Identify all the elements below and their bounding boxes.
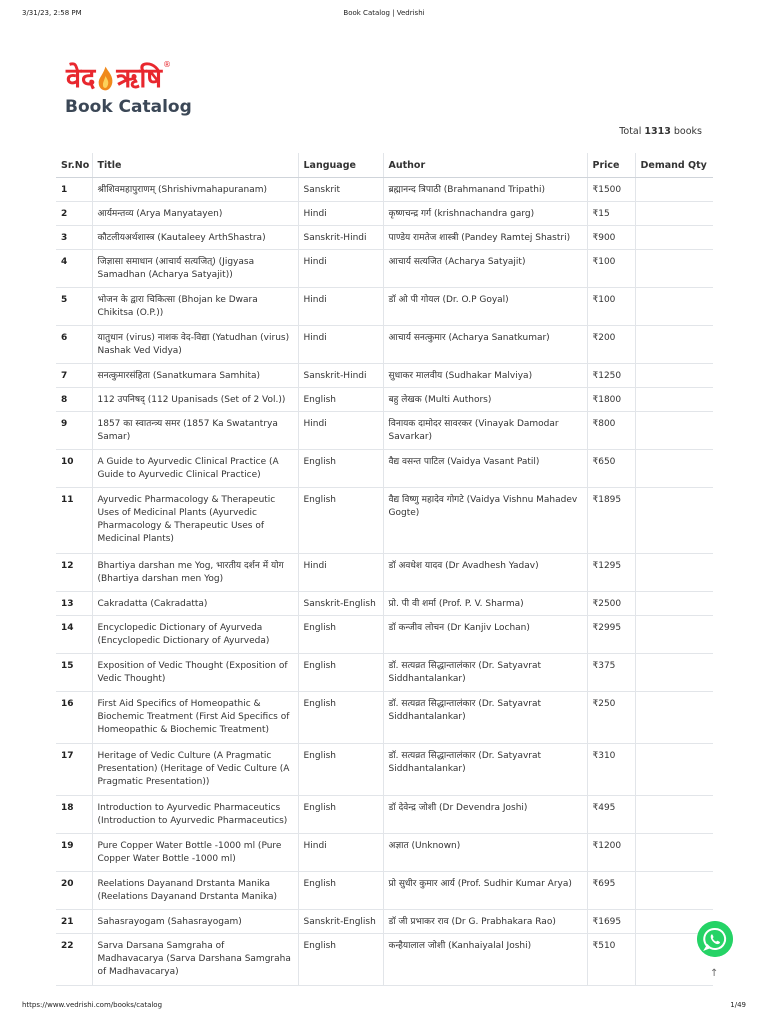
cell-author: बहु लेखक (Multi Authors) (383, 388, 587, 412)
col-header-author: Author (383, 153, 587, 178)
cell-author: आचार्य सत्यजित (Acharya Satyajit) (383, 250, 587, 288)
cell-price: ₹375 (587, 654, 635, 692)
cell-srno: 14 (56, 616, 92, 654)
cell-title: Sarva Darsana Samgraha of Madhavacarya (Sarva Darshana Samgraha of Madhavacarya) (92, 934, 298, 986)
cell-demand-qty[interactable] (635, 616, 713, 654)
cell-demand-qty[interactable] (635, 872, 713, 910)
cell-srno: 5 (56, 288, 92, 326)
cell-price: ₹650 (587, 450, 635, 488)
cell-language: English (298, 934, 383, 986)
cell-price: ₹510 (587, 934, 635, 986)
table-row (56, 202, 713, 226)
total-count: 1313 (644, 126, 671, 137)
cell-srno: 4 (56, 250, 92, 288)
col-header-price: Price (587, 153, 635, 178)
cell-author: डॉ. सत्यव्रत सिद्धान्तालंकार (Dr. Satyavrat Siddhantalankar) (383, 692, 587, 744)
cell-price: ₹100 (587, 250, 635, 288)
cell-srno: 1 (56, 178, 92, 202)
table-row (56, 178, 713, 202)
catalog-table (56, 153, 713, 986)
cell-demand-qty[interactable] (635, 326, 713, 364)
cell-srno: 9 (56, 412, 92, 450)
cell-author: डॉ अवधेश यादव (Dr Avadhesh Yadav) (383, 554, 587, 592)
table-row (56, 412, 713, 450)
cell-title: Heritage of Vedic Culture (A Pragmatic Presentation) (Heritage of Vedic Culture (A Pragmatic Presentation)) (92, 744, 298, 796)
print-url: https://www.vedrishi.com/books/catalog (22, 1001, 163, 1009)
cell-language: English (298, 692, 383, 744)
cell-price: ₹2995 (587, 616, 635, 654)
table-row (56, 872, 713, 910)
col-header-title: Title (92, 153, 298, 178)
cell-demand-qty[interactable] (635, 288, 713, 326)
table-row (56, 654, 713, 692)
table-row (56, 554, 713, 592)
logo-word-ved: वेद (66, 62, 96, 94)
cell-title: Reelations Dayanand Drstanta Manika (Reelations Dayanand Drstanta Manika) (92, 872, 298, 910)
cell-title: A Guide to Ayurvedic Clinical Practice (A Guide to Ayurvedic Clinical Practice) (92, 450, 298, 488)
cell-demand-qty[interactable] (635, 226, 713, 250)
cell-language: Hindi (298, 412, 383, 450)
cell-title: Cakradatta (Cakradatta) (92, 592, 298, 616)
print-page-number: 1/49 (730, 1001, 746, 1009)
cell-price: ₹1695 (587, 910, 635, 934)
cell-demand-qty[interactable] (635, 412, 713, 450)
cell-demand-qty[interactable] (635, 388, 713, 412)
cell-srno: 11 (56, 488, 92, 554)
cell-title: Pure Copper Water Bottle -1000 ml (Pure Copper Water Bottle -1000 ml) (92, 834, 298, 872)
print-footer (22, 1001, 746, 1013)
cell-price: ₹310 (587, 744, 635, 796)
cell-language: Sanskrit (298, 178, 383, 202)
cell-srno: 17 (56, 744, 92, 796)
cell-language: English (298, 488, 383, 554)
cell-language: Hindi (298, 202, 383, 226)
cell-title: यातुधान (virus) नाशक वेद-विद्या (Yatudhan (virus) Nashak Ved Vidya) (92, 326, 298, 364)
whatsapp-icon[interactable] (697, 921, 733, 957)
cell-srno: 10 (56, 450, 92, 488)
cell-title: जिज्ञासा समाधान (आचार्य सत्यजित्) (Jigyasa Samadhan (Acharya Satyajit)) (92, 250, 298, 288)
cell-srno: 6 (56, 326, 92, 364)
cell-title: भोजन के द्वारा चिकित्सा (Bhojan ke Dwara Chikitsa (O.P.)) (92, 288, 298, 326)
cell-language: Hindi (298, 554, 383, 592)
cell-title: Sahasrayogam (Sahasrayogam) (92, 910, 298, 934)
scroll-to-top-icon[interactable]: ↑ (710, 968, 719, 979)
cell-language: English (298, 796, 383, 834)
cell-price: ₹100 (587, 288, 635, 326)
logo-registered-mark: ® (163, 60, 171, 69)
cell-price: ₹200 (587, 326, 635, 364)
cell-language: Sanskrit-Hindi (298, 364, 383, 388)
cell-demand-qty[interactable] (635, 488, 713, 554)
table-row (56, 250, 713, 288)
cell-srno: 2 (56, 202, 92, 226)
cell-language: English (298, 654, 383, 692)
cell-author: आचार्य सनत्कुमार (Acharya Sanatkumar) (383, 326, 587, 364)
cell-srno: 7 (56, 364, 92, 388)
cell-title: 112 उपनिषद् (112 Upanisads (Set of 2 Vol.)) (92, 388, 298, 412)
cell-title: Ayurvedic Pharmacology & Therapeutic Uses of Medicinal Plants (Ayurvedic Pharmacology & Therapeutic Uses of Medicinal Plants) (92, 488, 298, 554)
table-row (56, 744, 713, 796)
col-header-demand-qty: Demand Qty (635, 153, 713, 178)
cell-author: डॉ. सत्यव्रत सिद्धान्तालंकार (Dr. Satyavrat Siddhantalankar) (383, 744, 587, 796)
cell-language: Hindi (298, 834, 383, 872)
cell-title: कौटलीयअर्थशास्त्र (Kautaleey ArthShastra) (92, 226, 298, 250)
cell-author: विनायक दामोदर सावरकर (Vinayak Damodar Savarkar) (383, 412, 587, 450)
table-row (56, 934, 713, 986)
cell-author: डॉ जी प्रभाकर राव (Dr G. Prabhakara Rao) (383, 910, 587, 934)
cell-language: Sanskrit-English (298, 910, 383, 934)
col-header-srno: Sr.No (56, 153, 92, 178)
cell-author: डॉ देवेन्द्र जोशी (Dr Devendra Joshi) (383, 796, 587, 834)
cell-title: First Aid Specifics of Homeopathic & Biochemic Treatment (First Aid Specifics of Homeopathic & Biochemic Treatment) (92, 692, 298, 744)
cell-demand-qty[interactable] (635, 744, 713, 796)
cell-title: Bhartiya darshan me Yog, भारतीय दर्शन में योग (Bhartiya darshan men Yog) (92, 554, 298, 592)
table-row (56, 450, 713, 488)
cell-price: ₹1250 (587, 364, 635, 388)
cell-author: अज्ञात (Unknown) (383, 834, 587, 872)
cell-price: ₹1800 (587, 388, 635, 412)
table-row (56, 226, 713, 250)
cell-demand-qty[interactable] (635, 796, 713, 834)
cell-demand-qty[interactable] (635, 450, 713, 488)
cell-srno: 12 (56, 554, 92, 592)
cell-author: पाण्डेय रामतेज शास्त्री (Pandey Ramtej Shastri) (383, 226, 587, 250)
total-books (619, 126, 702, 137)
page-title: Book Catalog (65, 97, 192, 117)
table-row (56, 288, 713, 326)
cell-language: Hindi (298, 250, 383, 288)
cell-demand-qty[interactable] (635, 692, 713, 744)
cell-demand-qty[interactable] (635, 554, 713, 592)
cell-author: सुधाकर मालवीय (Sudhakar Malviya) (383, 364, 587, 388)
cell-srno: 19 (56, 834, 92, 872)
print-header (22, 9, 746, 21)
logo-word-rishi: ऋषि (116, 62, 162, 94)
cell-language: English (298, 388, 383, 412)
print-page-title: Book Catalog | Vedrishi (343, 9, 425, 17)
cell-srno: 13 (56, 592, 92, 616)
cell-price: ₹900 (587, 226, 635, 250)
table-row (56, 692, 713, 744)
table-row (56, 910, 713, 934)
cell-language: English (298, 450, 383, 488)
table-row (56, 616, 713, 654)
table-row (56, 592, 713, 616)
cell-title: Introduction to Ayurvedic Pharmaceutics (Introduction to Ayurvedic Pharmaceutics) (92, 796, 298, 834)
table-row (56, 834, 713, 872)
table-row (56, 364, 713, 388)
cell-demand-qty[interactable] (635, 364, 713, 388)
cell-price: ₹695 (587, 872, 635, 910)
print-datetime: 3/31/23, 2:58 PM (22, 9, 82, 17)
cell-price: ₹250 (587, 692, 635, 744)
cell-demand-qty[interactable] (635, 250, 713, 288)
cell-srno: 22 (56, 934, 92, 986)
cell-srno: 20 (56, 872, 92, 910)
cell-title: सनत्कुमारसंहिता (Sanatkumara Samhita) (92, 364, 298, 388)
cell-language: Sanskrit-Hindi (298, 226, 383, 250)
cell-srno: 18 (56, 796, 92, 834)
cell-demand-qty[interactable] (635, 592, 713, 616)
table-row (56, 488, 713, 554)
flame-icon (97, 65, 114, 92)
cell-title: श्रीशिवमहापुराणम् (Shrishivmahapuranam) (92, 178, 298, 202)
total-prefix: Total (619, 126, 642, 137)
cell-author: वैद्य वसन्त पाटिल (Vaidya Vasant Patil) (383, 450, 587, 488)
cell-srno: 8 (56, 388, 92, 412)
cell-demand-qty[interactable] (635, 178, 713, 202)
cell-price: ₹1895 (587, 488, 635, 554)
total-suffix: books (673, 126, 702, 137)
cell-srno: 3 (56, 226, 92, 250)
cell-price: ₹1295 (587, 554, 635, 592)
cell-author: डॉ ओ पी गोयल (Dr. O.P Goyal) (383, 288, 587, 326)
cell-price: ₹1200 (587, 834, 635, 872)
cell-srno: 16 (56, 692, 92, 744)
cell-title: 1857 का स्वातन्त्र्य समर (1857 Ka Swatantrya Samar) (92, 412, 298, 450)
cell-author: कृष्णचन्द्र गर्ग (krishnachandra garg) (383, 202, 587, 226)
col-header-language: Language (298, 153, 383, 178)
cell-srno: 15 (56, 654, 92, 692)
cell-author: कन्हैयालाल जोशी (Kanhaiyalal Joshi) (383, 934, 587, 986)
cell-demand-qty[interactable] (635, 654, 713, 692)
cell-author: प्रो. पी वी शर्मा (Prof. P. V. Sharma) (383, 592, 587, 616)
cell-price: ₹495 (587, 796, 635, 834)
vedrishi-logo[interactable] (66, 60, 171, 96)
cell-srno: 21 (56, 910, 92, 934)
cell-title: आर्यमन्तव्य (Arya Manyatayen) (92, 202, 298, 226)
cell-price: ₹1500 (587, 178, 635, 202)
cell-language: Sanskrit-English (298, 592, 383, 616)
cell-author: ब्रह्मानन्द त्रिपाठी (Brahmanand Tripathi) (383, 178, 587, 202)
cell-language: English (298, 744, 383, 796)
table-row (56, 796, 713, 834)
cell-author: प्रो सुधीर कुमार आर्य (Prof. Sudhir Kumar Arya) (383, 872, 587, 910)
cell-demand-qty[interactable] (635, 202, 713, 226)
cell-title: Encyclopedic Dictionary of Ayurveda (Encyclopedic Dictionary of Ayurveda) (92, 616, 298, 654)
table-header-row (56, 153, 713, 178)
cell-language: English (298, 872, 383, 910)
cell-language: Hindi (298, 326, 383, 364)
cell-language: English (298, 616, 383, 654)
table-row (56, 388, 713, 412)
cell-demand-qty[interactable] (635, 834, 713, 872)
cell-author: डॉ. सत्यव्रत सिद्धान्तालंकार (Dr. Satyavrat Siddhantalankar) (383, 654, 587, 692)
cell-price: ₹15 (587, 202, 635, 226)
cell-price: ₹2500 (587, 592, 635, 616)
cell-author: वैद्य विष्णु महादेव गोगटे (Vaidya Vishnu Mahadev Gogte) (383, 488, 587, 554)
cell-title: Exposition of Vedic Thought (Exposition of Vedic Thought) (92, 654, 298, 692)
cell-price: ₹800 (587, 412, 635, 450)
cell-author: डॉ कन्जीव लोचन (Dr Kanjiv Lochan) (383, 616, 587, 654)
cell-language: Hindi (298, 288, 383, 326)
table-row (56, 326, 713, 364)
